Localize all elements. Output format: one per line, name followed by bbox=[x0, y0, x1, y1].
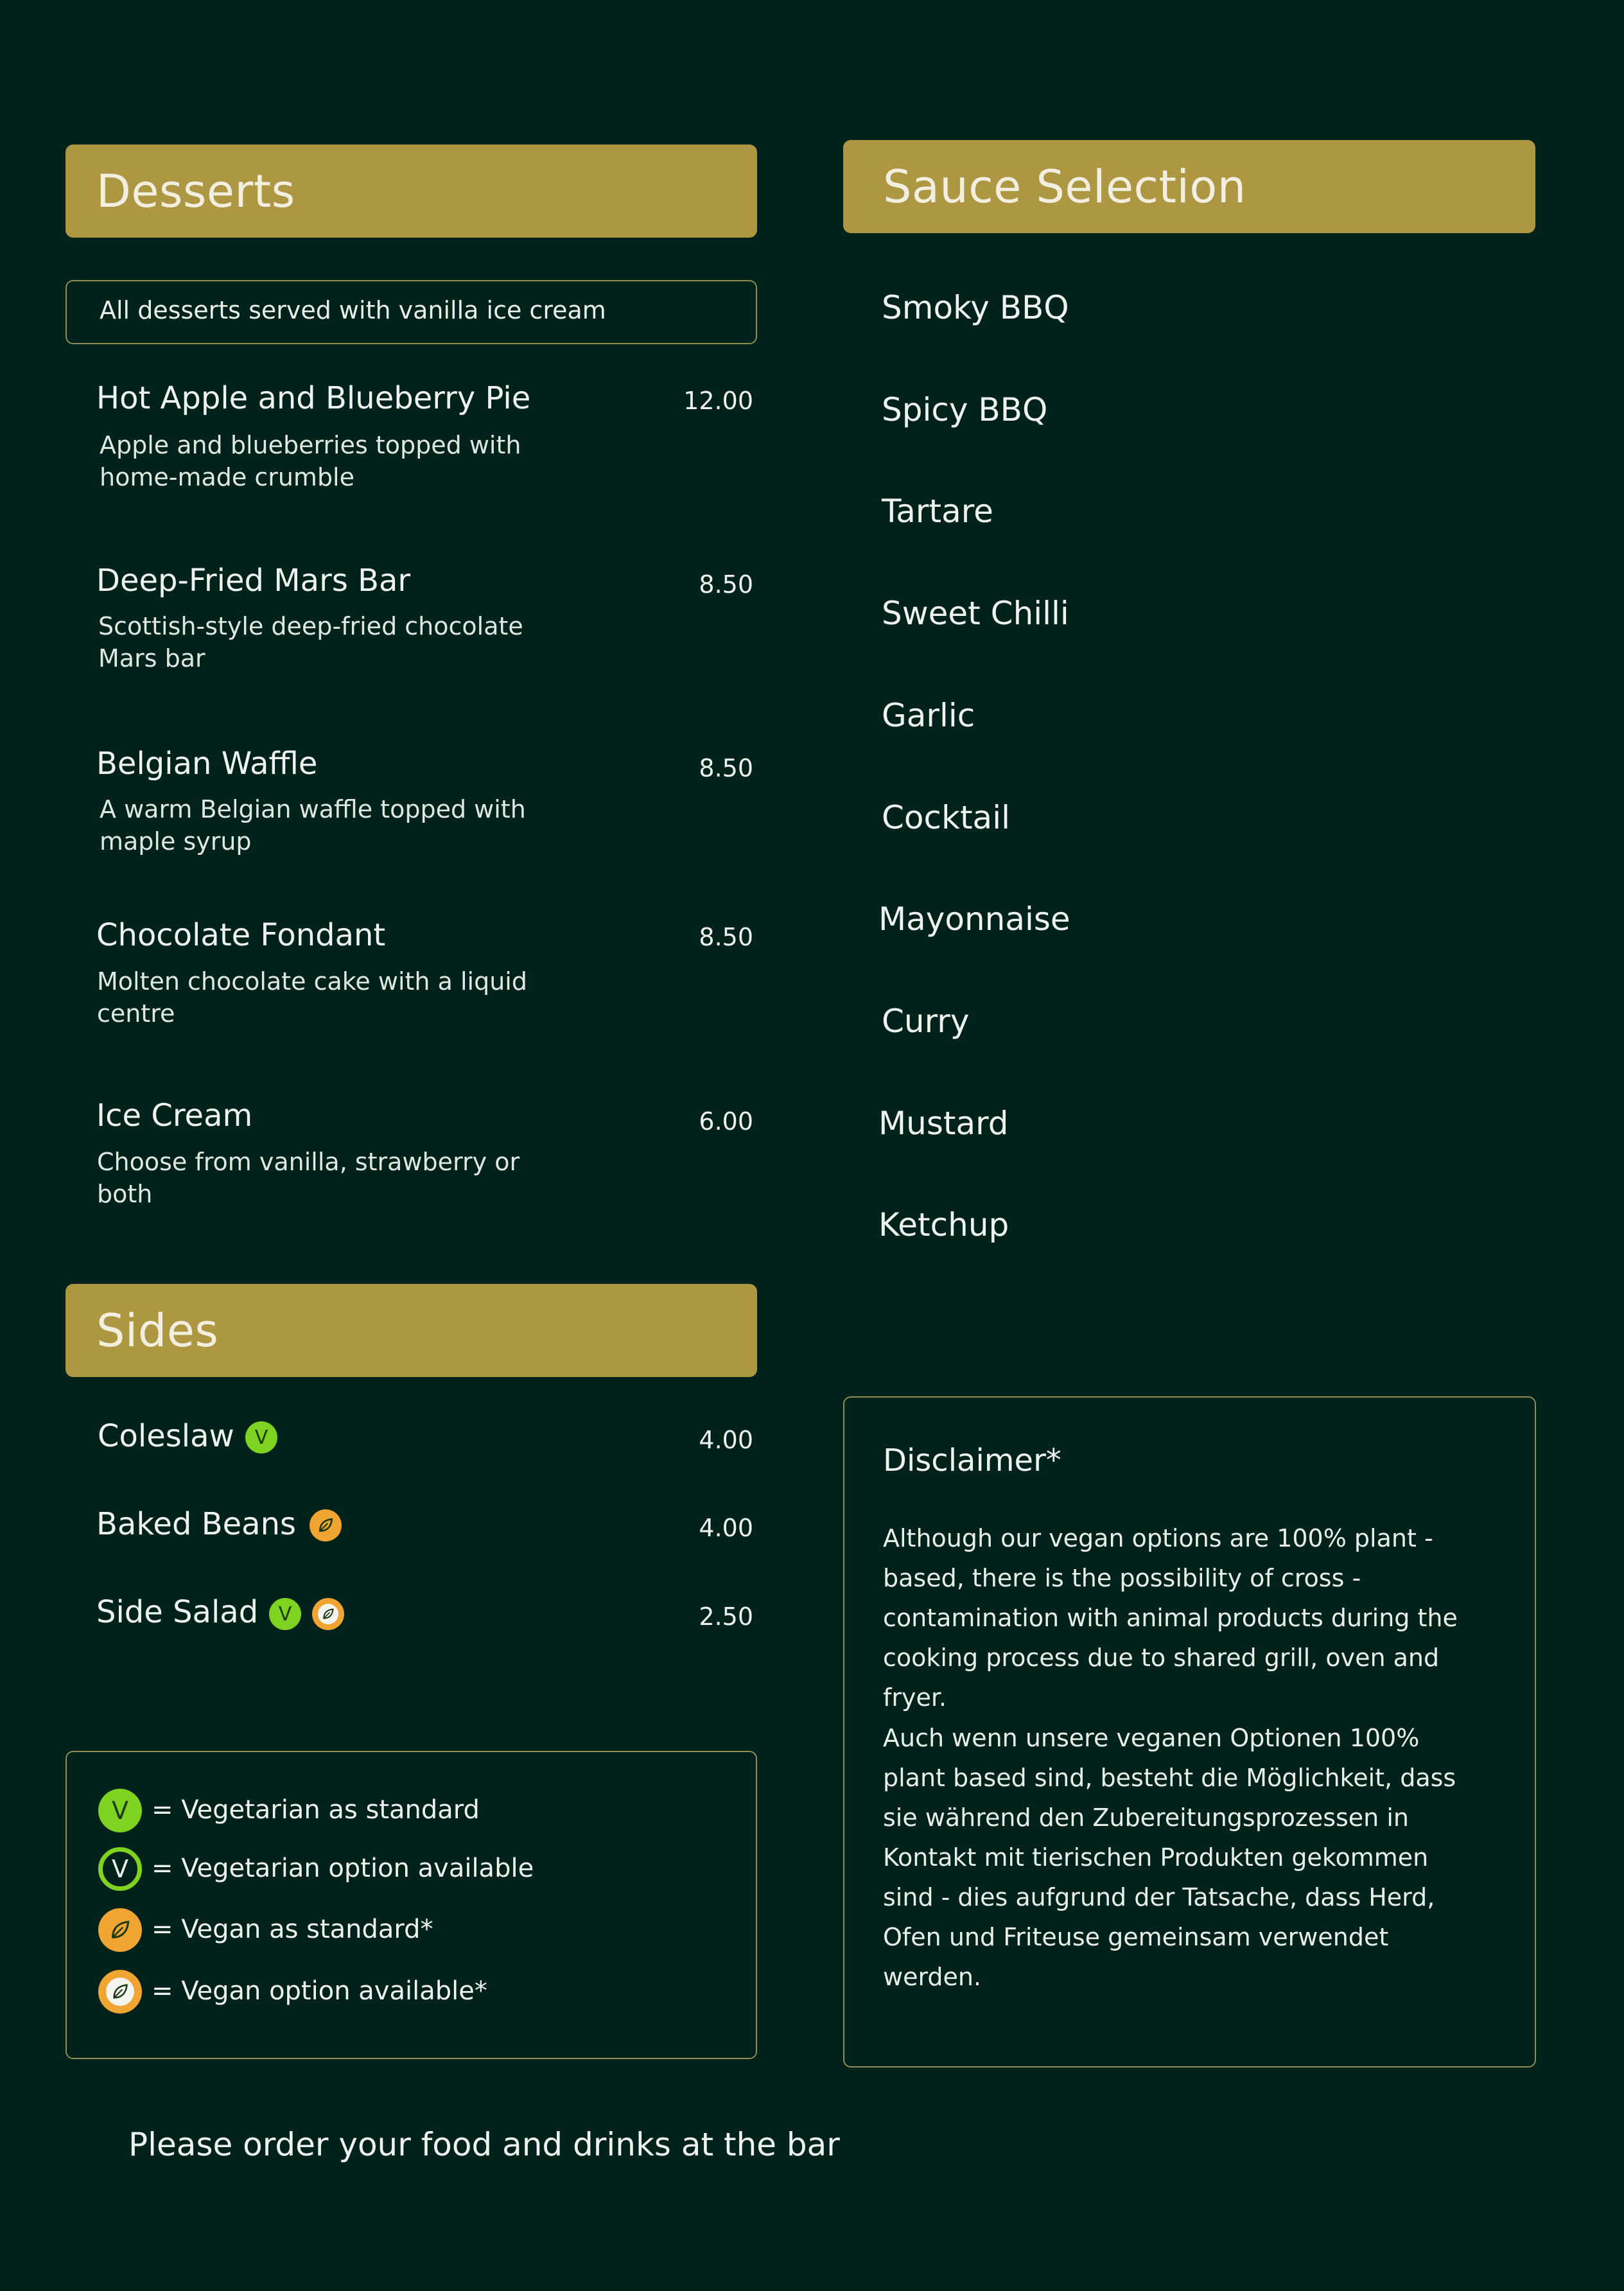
sauce-item: Mustard bbox=[878, 1105, 1009, 1142]
side-name: Side Salad bbox=[96, 1594, 259, 1630]
sauce-item: Ketchup bbox=[878, 1206, 1009, 1243]
sauce-item: Spicy BBQ bbox=[882, 391, 1048, 428]
dessert-desc: Molten chocolate cake with a liquid centre bbox=[97, 967, 527, 1028]
sauce-item: Tartare bbox=[882, 493, 993, 530]
dessert-desc: Scottish-style deep-fried chocolate Mars bar bbox=[98, 612, 523, 672]
dessert-price: 12.00 bbox=[683, 387, 753, 415]
side-price: 4.00 bbox=[699, 1426, 753, 1454]
footer-note: Please order your food and drinks at the bar bbox=[128, 2126, 840, 2163]
dessert-name: Belgian Waffle bbox=[96, 746, 318, 782]
sides-title: Sides bbox=[96, 1304, 219, 1357]
sides-header bbox=[65, 1284, 757, 1377]
vegan-leaf-icon bbox=[310, 1509, 342, 1541]
legend-vegan-option: = Vegan option available* bbox=[152, 1976, 487, 2006]
vegan-option-icon bbox=[312, 1598, 344, 1630]
legend-vegan-standard: = Vegan as standard* bbox=[152, 1915, 433, 1944]
legend-veg-standard: = Vegetarian as standard bbox=[152, 1795, 480, 1825]
side-name: Baked Beans bbox=[96, 1506, 296, 1542]
dessert-name: Hot Apple and Blueberry Pie bbox=[96, 380, 531, 416]
desserts-header bbox=[65, 145, 757, 238]
side-name: Coleslaw bbox=[98, 1418, 234, 1454]
disclaimer-title: Disclaimer* bbox=[883, 1443, 1061, 1479]
desserts-title: Desserts bbox=[96, 164, 295, 218]
sauce-item: Cocktail bbox=[882, 799, 1010, 836]
side-price: 4.00 bbox=[699, 1514, 753, 1542]
sauce-item: Sweet Chilli bbox=[882, 595, 1069, 632]
vegetarian-icon: V bbox=[269, 1598, 301, 1630]
sauce-item: Smoky BBQ bbox=[882, 289, 1069, 326]
dessert-price: 8.50 bbox=[699, 754, 753, 782]
vegan-standard-icon bbox=[98, 1908, 142, 1952]
sauce-header bbox=[843, 140, 1535, 233]
sauce-title: Sauce Selection bbox=[883, 160, 1246, 213]
vegan-option-icon bbox=[98, 1970, 142, 2014]
dessert-price: 8.50 bbox=[699, 570, 753, 599]
vegetarian-icon: V bbox=[245, 1421, 277, 1453]
dessert-desc: Choose from vanilla, strawberry or both bbox=[97, 1148, 520, 1208]
dessert-name: Deep-Fried Mars Bar bbox=[96, 563, 411, 599]
dessert-name: Ice Cream bbox=[96, 1098, 253, 1134]
legend-veg-option: = Vegetarian option available bbox=[152, 1854, 534, 1883]
disclaimer-german: Auch wenn unsere veganen Optionen 100% plant based sind, besteht die Möglichkeit, dass sie während den Zubereitungsprozessen in Kontakt mit tierischen Produkten gekommen sind - dies aufgrund der Tatsache, dass Herd, Ofen und Friteuse gemeinsam verwendet werden. bbox=[883, 1724, 1456, 1991]
desserts-note: All desserts served with vanilla ice cream bbox=[100, 296, 606, 324]
dessert-price: 8.50 bbox=[699, 923, 753, 951]
vegetarian-option-icon: V bbox=[98, 1847, 142, 1891]
dessert-desc: Apple and blueberries topped with home-made crumble bbox=[100, 431, 521, 491]
sauce-item: Mayonnaise bbox=[878, 900, 1070, 938]
vegetarian-standard-icon: V bbox=[98, 1789, 142, 1832]
dessert-desc: A warm Belgian waffle topped with maple syrup bbox=[100, 795, 526, 856]
dessert-price: 6.00 bbox=[699, 1107, 753, 1136]
sauce-item: Garlic bbox=[882, 697, 975, 734]
side-price: 2.50 bbox=[699, 1602, 753, 1631]
sauce-item: Curry bbox=[882, 1003, 970, 1040]
disclaimer-english: Although our vegan options are 100% plant - based, there is the possibility of cross - contamination with animal products during the cooking process due to shared grill, oven and fryer. bbox=[883, 1524, 1458, 1712]
dessert-name: Chocolate Fondant bbox=[96, 917, 386, 953]
